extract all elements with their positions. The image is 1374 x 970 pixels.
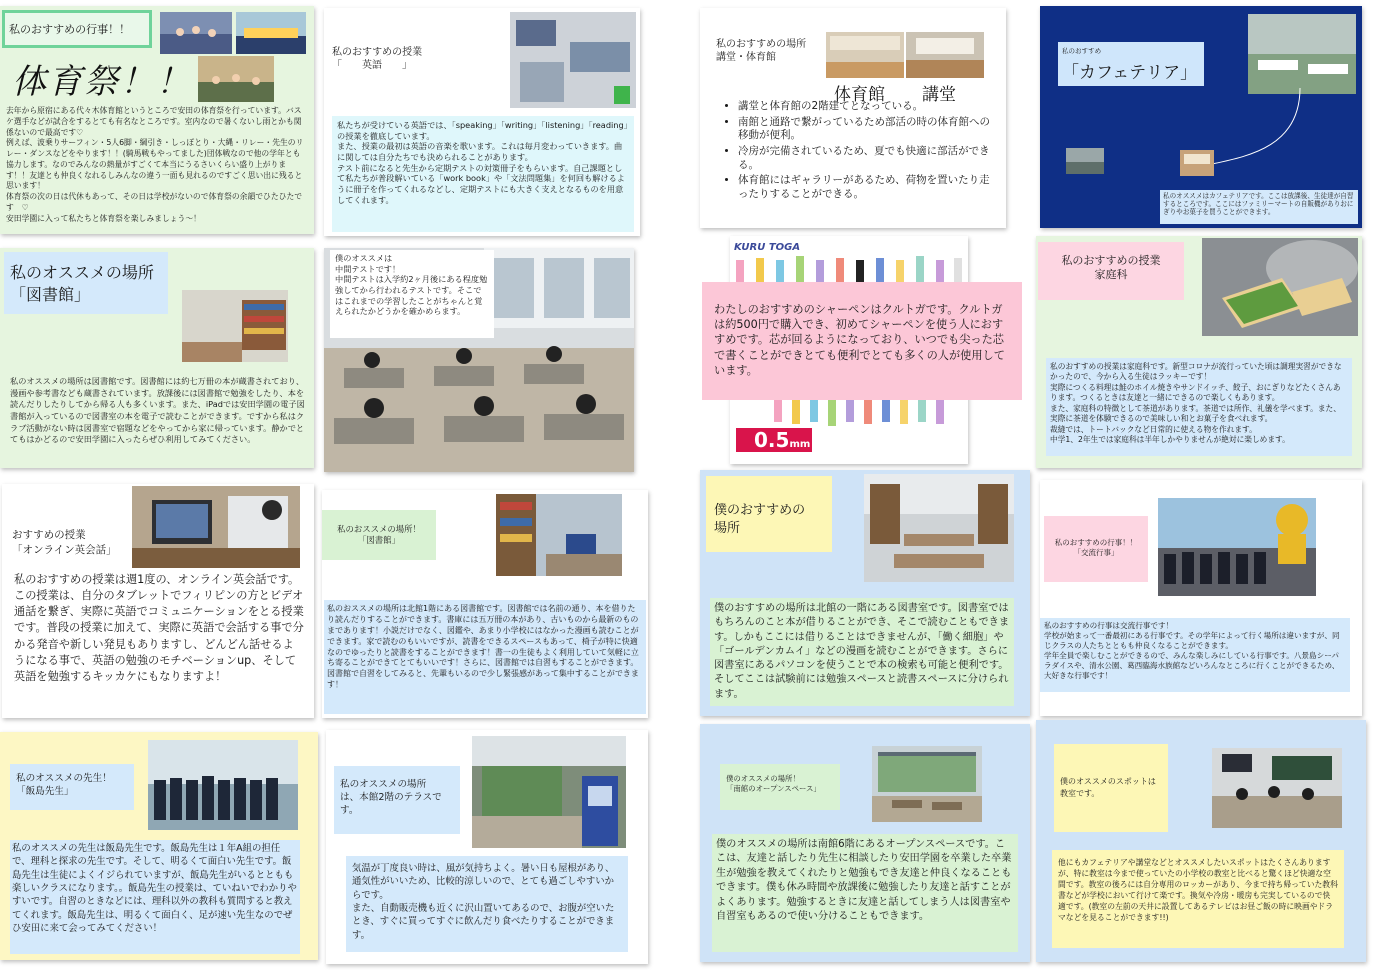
connector-line-icon bbox=[1210, 86, 1310, 166]
card-english bbox=[324, 8, 640, 236]
card-classroom bbox=[1036, 720, 1366, 962]
card-open-space bbox=[700, 724, 1030, 962]
card-heading: 私のおすすめの場所 講堂・体育館 bbox=[716, 39, 807, 64]
card-body: 私のオススメの先生は飯島先生です。飯島先生は１年A組の担任で、理科と探求の先生です。そして、明るくて面白い先生です。飯島先生は生徒によくイジられていますが、飯島先生がいるとともも楽しいクラスになります。。飯島先生の授業は、ていねいでわかりやすいです。自習のときなどには、理科以外の教科も質問すると教えてくれます。飯島先生は、明るくて面白く、足が速い先生なのでぜひ安田に来て会ってみてください！ bbox=[10, 840, 300, 954]
card-title: 「カフェテリア」 bbox=[1062, 63, 1198, 83]
card-home-economics bbox=[1036, 236, 1362, 468]
photo-hall bbox=[906, 32, 984, 78]
card-body: 私たちが受けている英語では、「speaking」「writing」「listening」「reading」の授業を徹底しています。 また、授業の最初は英語の音楽を歌います。これは毎月変わっていきます。曲に関しては自分たちでも決められることがあります。 テスト前になると先生から定期テストの対策冊子をもらいます。自己課題として私たちが普段解いている「work book」や「文法問題集」を何回も解けるように冊子を作ってくれるなどし、定期テストにも大きく支えとなるものを用意してくれます。 bbox=[332, 116, 634, 232]
card-exchange-event bbox=[1040, 480, 1362, 716]
photo-class-group bbox=[148, 740, 298, 830]
card-body: 私のおススメの場所は北館1階にある図書館です。図書館では名前の通り、本を借りたり読んだりすることができます。書庫には五万冊の本があり、古いものから最新のものまであります！小説だけでなく、図鑑や、あまり小学校にはなかった漫画も読むことができます。家で読むのもいいですが、読書をできるスペースもあって、椅子が特に快適なのでゆったりと読書をすることができます！書一の生徒もよく利用していて気軽に立ち寄ることができてとてもいいです！さらに、図書館では自習もすることができます。図書館で自習をしてみると、先輩もいるので少し緊張感があって集中することができます！ bbox=[324, 600, 646, 714]
photo-gym bbox=[826, 32, 904, 78]
card-heading: 私のおすすめの行事！！ bbox=[2, 10, 152, 48]
card-library-2 bbox=[322, 490, 648, 718]
card-heading: おすすめの授業 「オンライン英会話」 bbox=[12, 529, 117, 556]
photo-cafeteria-small-2 bbox=[1180, 150, 1214, 176]
card-heading: 私のオススメの先生！ 「飯島先生」 bbox=[10, 764, 134, 810]
card-heading: 僕のオススメの場所！ 「南館のオープンスペース」 bbox=[720, 764, 840, 810]
photo-cafeteria-main bbox=[1248, 14, 1356, 94]
feature-item: • 体育館にはギャラリーがあるため、荷物を置いたり走ったりすることができる。 bbox=[738, 174, 996, 201]
card-cafeteria bbox=[1040, 6, 1362, 228]
photo-online-english bbox=[132, 486, 300, 568]
card-teacher bbox=[0, 732, 318, 960]
photo-english-class bbox=[510, 12, 636, 108]
card-terrace bbox=[326, 730, 648, 964]
photo-library-2 bbox=[496, 494, 622, 576]
card-body: 僕のおすすめの場所は北館の一階にある図書室です。図書室ではもちろんのこと本が借りることができ、そこで読むこともできます。しかもここには借りることはできませんが、「働く細胞」や「ゴールデンカムイ」などの漫画を読むことができます。さらに図書室にあるパソコンを使うことで本の検索も可能と便利です。そしてここは試験前には勉強スペースと読書スペースに分けられます。 bbox=[710, 598, 1014, 706]
card-heading: 私のおすすめの授業 家庭科 bbox=[1038, 242, 1184, 300]
card-sports-festival bbox=[0, 6, 314, 234]
card-body: 私のオススメはカフェテリアです。ここは放課後、生徒達が自習するところです。ここにはファミリーマートの自販機がありおにぎりやお菓子を買うことができます。 bbox=[1160, 190, 1358, 224]
card-online-english bbox=[2, 484, 314, 718]
card-heading: 私のおススメの場所！ 「図書館」 bbox=[322, 510, 436, 560]
photo-open-space bbox=[872, 746, 982, 822]
card-body: 他にもカフェテリアや講堂などとオススメしたいスポットはたくさんありますが、特に教室は今まで使っていたの小学校の教室と比べると驚くほど快適な空間です。教室の後ろには自分専用のロッカーがあり、今まで持ち帰っていた教科書などが学校において行けて楽です。換気や冷房・暖房も完実しているので快適です。(教室の左前の天井に設置してあるテレビはお昼ご飯の時に映画やドラマなどを見ることができます!!) bbox=[1052, 850, 1344, 948]
card-heading: 僕のオススメのスポットは 教室です。 bbox=[1054, 744, 1168, 832]
card-midterm bbox=[324, 248, 634, 472]
feature-list bbox=[720, 100, 996, 203]
card-title: 私のオススメの場所 「図書館」 bbox=[4, 252, 168, 314]
card-body: 私のオススメの場所は図書館です。図書館には約七万冊の本が蔵書されており、漫画や参考書なども蔵書されています。放課後には図書館で勉強をしたり、本を読んだりしたりしてから帰る人も多くいます。また、iPadでは安田学園の電子図書館が入っているので図書室の本を電子で読むことができます。ですから私はクラブ活動がない時は図書室で宿題などをやってから家に帰っています。静かでとてもはかどるので安田学園に入ったらぜひ利用してみてください。 bbox=[10, 376, 305, 445]
lead-size-unit: mm bbox=[789, 439, 811, 450]
card-body: 私のおすすめの行事は交流行事です！ 学校が始まって一番最初にある行事です。その学年によって行く場所は違いますが、同じクラスの人たちとともも仲良くなることができます。 学年全員で楽しむことができるので、みんな楽しみにしている行事です。八景島シーパラダイスや、清水公園、葛西臨海水族館などいろんなところに行くことができるため、大好きな行事です！ bbox=[1040, 618, 1350, 692]
label-hall: 講堂 bbox=[922, 85, 956, 105]
kurutoga-body: わたしのおすすめのシャーペンはクルトガです。クルトガは約500円で購入でき、初めてシャーペンを使う人におすすめです。芯が回るようになっており、いつでも尖った芯で書くことができとても便利でとても多くの人が使用しています。 bbox=[702, 282, 1022, 400]
card-heading: 僕のおすすめの 場所 bbox=[706, 476, 832, 552]
card-body: 気温が丁度良い時は、風が気持ちよく。暑い日も屋根があり、通気性がいいため、比較的涼しいので、とても過ごしやすいからです。 また、自動販売機も近くに沢山置いてあるので、お腹が空いたとき、すぐに買ってすぐに飲んだり食べたりすることができます。 bbox=[346, 856, 628, 952]
card-small-heading: 私のおすすめ bbox=[1062, 47, 1102, 55]
photo-group bbox=[1158, 498, 1316, 596]
photo-library-1 bbox=[182, 290, 288, 362]
card-heading: 私のおすすめの行事！！ 「交流行事」 bbox=[1044, 516, 1148, 582]
lead-size-badge bbox=[736, 428, 812, 452]
card-title: 体育祭！！ bbox=[12, 62, 192, 102]
photo-festival-3 bbox=[198, 56, 274, 102]
photo-festival-1 bbox=[160, 12, 232, 54]
card-library-1 bbox=[0, 248, 314, 468]
feature-item: • 講堂と体育館の2階建てとなっている。 bbox=[738, 100, 996, 114]
card-gym-hall bbox=[700, 8, 1006, 228]
card-body: 僕のオススメの場所は南館6階にあるオープンスペースです。ここは、友達と話したり先生に相談したり安田学園を卒業した卒業生が勉強を教えてくれたりと勉強もでき友達と仲良くなることもできます。僕も休み時間や放課後に勉強したり友達と話すことがよくあります。勉強するときに友達と話してしまう人は図書室や自習室もあるので使い分けることもできます。 bbox=[712, 834, 1018, 952]
lead-size-value: 0.5 bbox=[754, 428, 790, 452]
card-body: 去年から原宿にある代々木体育館というところで安田の体育祭を行っています。バスケ選手などが試合をするとても有名なところです。室内なので暑くないし雨とかも関係ないので最高です♡ 例えば、波乗りサーフィン・5人6脚・綱引き・しっぽとり・大縄・リレー・先生のリレー・ダンスなどをやります！！(騎馬戦もやってました)団体戦なので他の学年とも協力します。なのでみんなの熱量がすごくて本当にうるさいくらい盛り上がります！！友達とも仲良くなれるしみんなの違う一面も見れるのですごく思い出に残ると思います！ 体育祭の次の日は代休もあって、その日は学校がないので体育祭の余韻でひたひたです ♡ 安田学園に入って私たちと体育祭を楽しみましょう～！ bbox=[6, 106, 304, 223]
label-gym: 体育館 bbox=[834, 85, 885, 105]
card-caption: 僕のオススメは 中間テストです！ 中間テストは入学約2ヶ月後にある程度勉強してから行われるテストです。そこではこれまでの学習したことがちゃんと覚えられたかどうかを確かめらます。 bbox=[330, 250, 494, 338]
photo-festival-2 bbox=[236, 12, 306, 54]
photo-cafeteria-small-1 bbox=[1066, 148, 1104, 174]
feature-item: • 冷房が完備されているため、夏でも快適に部活ができる。 bbox=[738, 145, 996, 172]
card-body: 私のおすすめの授業は家庭科です。新型コロナが流行っていた頃は調理実習ができなかったので、今から入る生徒はラッキーです！ 実際につくる料理は鮭のホイル焼きやサンドイッチ、餃子、おにぎりなどたくさんあります。つくるときは友達と一緒にできるので楽しくもあります。 また、家庭科の特徴として茶道があります。茶道では所作、礼儀を学べます。また、実際に茶道を体験できるので美味しい和とお菓子を食べれます。 裁縫では、トートバックなど日常的に使える物を作れます。 中学1、2年生では家庭科は半年しかやりませんが絶対に楽しめます。 bbox=[1046, 358, 1352, 456]
card-heading: 私のおすすめの授業 「 英語 」 bbox=[332, 47, 423, 72]
photo-terrace bbox=[472, 736, 626, 848]
feature-item: • 南館と通路で繋がっているため部活の時の体育館への移動が便利。 bbox=[738, 116, 996, 143]
card-body: 私のおすすめの授業は週1度の、オンライン英会話です。この授業は、自分のタブレットでフィリピンの方とビデオ通話を繋ぎ、実際に英語でコミュニケーションをとる授業です。普段の授業に加えて、実際に英語で会話する事で分かる発音や新しい発見もありますし、どんどん話せるようになる事で、英語の勉強のモチベーションup、そして英語を勉強するキッカケにもなりますよ！ bbox=[14, 573, 304, 683]
photo-library-3 bbox=[864, 474, 1014, 582]
photo-sandwich bbox=[1202, 238, 1358, 336]
photo-classroom bbox=[1212, 748, 1342, 828]
card-library-3 bbox=[700, 470, 1030, 716]
card-heading: 私のオススメの場所 は、本館2階のテラスです。 bbox=[334, 766, 460, 834]
brand-logo: KURU TOGA bbox=[734, 242, 801, 253]
